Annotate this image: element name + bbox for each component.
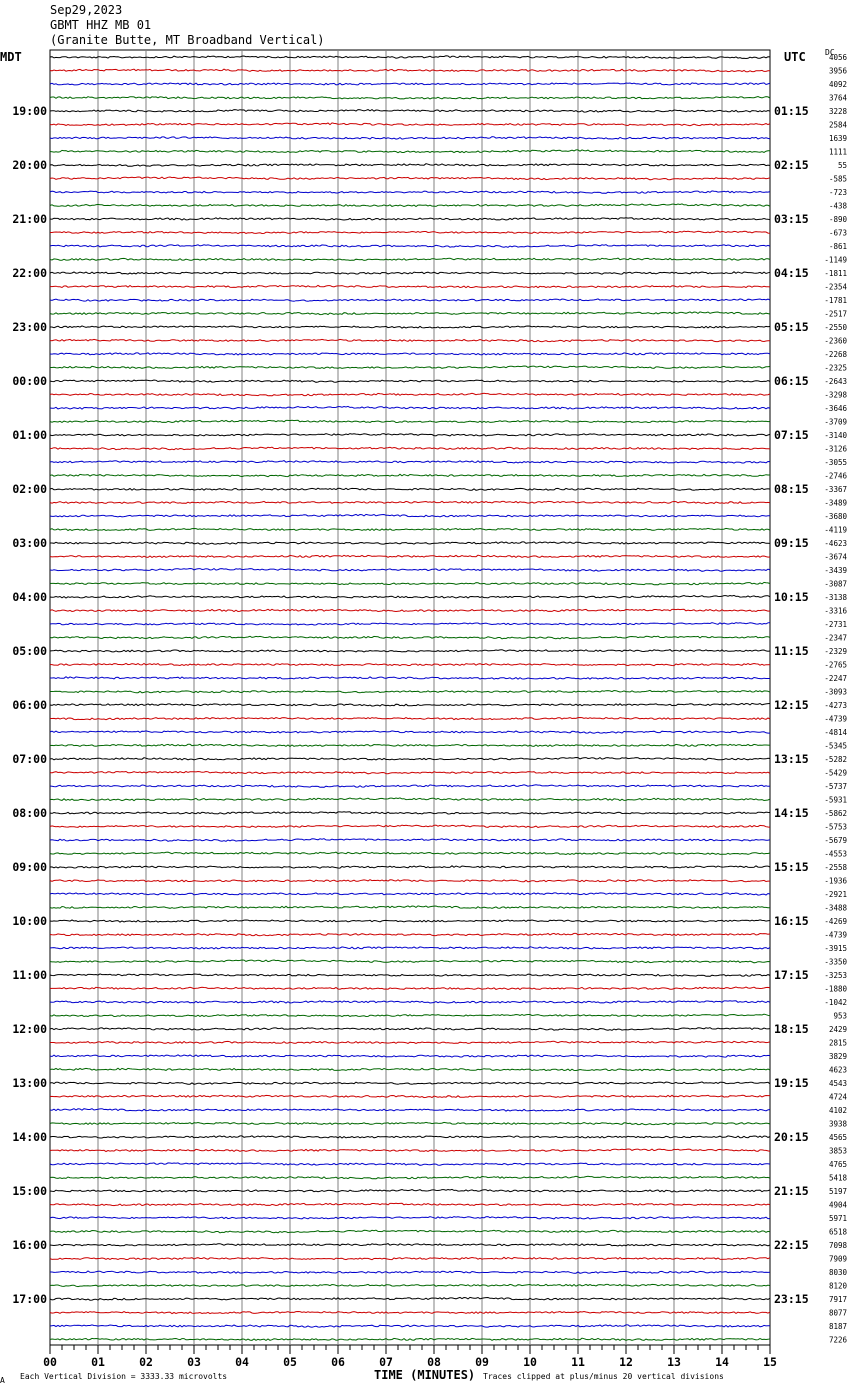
dc-offset-label: -5282: [824, 755, 847, 764]
trace-line: [50, 1095, 770, 1097]
dc-offset-label: 4724: [828, 1092, 847, 1102]
trace-line: [50, 852, 770, 854]
trace-line: [50, 393, 770, 396]
trace-line: [50, 474, 770, 476]
dc-offset-label: -3253: [824, 971, 847, 980]
trace-line: [50, 1109, 770, 1111]
dc-offset-label: -438: [828, 201, 847, 211]
dc-offset-label: 953: [833, 1011, 847, 1021]
dc-offset-label: 8187: [828, 1322, 847, 1331]
right-hour-label: 13:15: [774, 752, 809, 766]
left-hour-label: 16:00: [12, 1238, 47, 1252]
trace-line: [50, 97, 770, 99]
trace-line: [50, 434, 770, 436]
left-hour-label: 08:00: [12, 806, 47, 820]
dc-offset-label: -4273: [824, 701, 847, 710]
trace-line: [50, 893, 770, 895]
dc-offset-label: -890: [828, 215, 847, 224]
trace-line: [50, 1136, 770, 1138]
trace-line: [50, 1338, 770, 1340]
dc-offset-label: 4056: [828, 53, 847, 62]
x-tick-label: 07: [379, 1355, 393, 1369]
dc-offset-label: -3646: [824, 404, 847, 413]
dc-offset-label: -5862: [824, 809, 847, 818]
trace-line: [50, 312, 770, 315]
trace-line: [50, 164, 770, 167]
trace-line: [50, 501, 770, 503]
dc-offset-label: -3350: [824, 957, 847, 967]
dc-offset-label: 8030: [828, 1268, 847, 1277]
left-hour-label: 05:00: [12, 644, 47, 658]
trace-line: [50, 1082, 770, 1084]
dc-offset-label: -2347: [824, 633, 847, 643]
left-hour-label: 15:00: [12, 1184, 47, 1198]
left-hour-label: 03:00: [12, 536, 47, 550]
station-label: GBMT HHZ MB 01: [50, 18, 152, 32]
scale-note: Each Vertical Division = 3333.33 microvolts: [20, 1372, 228, 1381]
x-tick-label: 13: [667, 1355, 681, 1369]
trace-line: [50, 380, 770, 382]
trace-line: [50, 1312, 770, 1314]
trace-line: [50, 1014, 770, 1016]
right-hour-label: 06:15: [774, 374, 809, 388]
dc-offset-label: -2731: [824, 620, 847, 629]
dc-offset-label: -3915: [824, 944, 847, 953]
x-tick-label: 06: [331, 1355, 345, 1369]
trace-line: [50, 758, 770, 760]
dc-offset-label: 3764: [828, 93, 847, 103]
trace-line: [50, 150, 770, 153]
dc-offset-label: -3439: [824, 566, 847, 575]
right-hour-label: 16:15: [774, 914, 809, 928]
trace-line: [50, 299, 770, 301]
dc-offset-label: 4102: [828, 1106, 847, 1115]
trace-line: [50, 812, 770, 814]
right-hour-label: 10:15: [774, 590, 809, 604]
dc-offset-label: 8120: [828, 1281, 847, 1291]
dc-offset-label: -5429: [824, 768, 847, 778]
left-hour-label: 01:00: [12, 428, 47, 442]
trace-line: [50, 218, 770, 220]
dc-offset-label: -2517: [824, 309, 847, 319]
trace-line: [50, 137, 770, 140]
dc-offset-label: 6518: [828, 1227, 847, 1237]
x-tick-label: 00: [43, 1355, 57, 1369]
dc-offset-label: -585: [828, 174, 847, 184]
trace-line: [50, 744, 770, 746]
trace-line: [50, 1271, 770, 1273]
left-hour-label: 12:00: [12, 1022, 47, 1036]
right-hour-label: 07:15: [774, 428, 809, 442]
left-hour-label: 02:00: [12, 482, 47, 496]
right-hour-label: 23:15: [774, 1292, 809, 1306]
dc-offset-label: 7226: [828, 1335, 847, 1345]
trace-line: [50, 1001, 770, 1003]
trace-line: [50, 177, 770, 180]
left-hour-label: 07:00: [12, 752, 47, 766]
trace-line: [50, 1257, 770, 1259]
dc-offset-label: -673: [828, 228, 847, 238]
dc-offset-label: 2815: [828, 1038, 847, 1048]
dc-offset-label: -2921: [824, 890, 847, 899]
x-tick-label: 02: [139, 1355, 153, 1369]
dc-offset-label: 1639: [828, 134, 847, 143]
trace-line: [50, 1055, 770, 1057]
right-hour-label: 04:15: [774, 266, 809, 280]
trace-line: [50, 339, 770, 341]
trace-line: [50, 1244, 770, 1246]
dc-offset-label: -3093: [824, 687, 847, 697]
dc-offset-label: -3488: [824, 903, 847, 913]
right-hour-label: 20:15: [774, 1130, 809, 1144]
trace-line: [50, 880, 770, 882]
dc-offset-label: -2765: [824, 660, 847, 670]
clip-note: Traces clipped at plus/minus 20 vertical divisions: [483, 1372, 724, 1381]
left-hour-label: 14:00: [12, 1130, 47, 1144]
trace-line: [50, 1230, 770, 1233]
left-hour-label: 10:00: [12, 914, 47, 928]
trace-line: [50, 582, 770, 584]
dc-offset-label: 4092: [828, 80, 847, 89]
dc-offset-label: 3829: [828, 1052, 847, 1061]
trace-line: [50, 663, 770, 665]
dc-offset-label: -3709: [824, 417, 847, 427]
x-tick-label: 15: [763, 1355, 777, 1369]
left-hour-label: 19:00: [12, 104, 47, 118]
trace-line: [50, 798, 770, 801]
trace-line: [50, 650, 770, 652]
right-hour-label: 17:15: [774, 968, 809, 982]
dc-offset-label: -3489: [824, 498, 847, 508]
dc-offset-label: -2325: [824, 363, 847, 373]
trace-line: [50, 406, 770, 409]
dc-offset-label: 5418: [828, 1173, 847, 1183]
trace-line: [50, 933, 770, 935]
x-tick-label: 12: [619, 1355, 633, 1369]
trace-line: [50, 636, 770, 639]
trace-line: [50, 595, 770, 598]
left-hour-label: 06:00: [12, 698, 47, 712]
dc-offset-label: -5345: [824, 741, 847, 751]
x-tick-label: 14: [715, 1355, 729, 1369]
dc-offset-label: -3674: [824, 552, 847, 562]
trace-line: [50, 555, 770, 557]
trace-line: [50, 1325, 770, 1327]
dc-offset-label: -2558: [824, 863, 847, 872]
dc-offset-label: 5971: [828, 1214, 847, 1223]
trace-line: [50, 839, 770, 842]
x-tick-label: 01: [91, 1355, 105, 1369]
dc-offset-label: -1042: [824, 998, 847, 1007]
dc-offset-label: -2247: [824, 674, 847, 683]
trace-line: [50, 974, 770, 976]
dc-offset-label: -1149: [824, 255, 847, 265]
dc-offset-label: 4565: [828, 1133, 847, 1142]
dc-offset-label: -3316: [824, 606, 847, 616]
trace-line: [50, 204, 770, 207]
x-tick-label: 10: [523, 1355, 537, 1369]
trace-line: [50, 258, 770, 260]
dc-offset-label: -5679: [824, 836, 847, 845]
trace-line: [50, 1163, 770, 1165]
dc-offset-label: -723: [828, 188, 847, 197]
dc-offset-label: -2746: [824, 471, 847, 481]
trace-line: [50, 447, 770, 450]
dc-offset-label: -3680: [824, 512, 847, 521]
right-hour-label: 05:15: [774, 320, 809, 334]
trace-line: [50, 542, 770, 544]
trace-line: [50, 1176, 770, 1179]
trace-line: [50, 1297, 770, 1300]
x-tick-label: 05: [283, 1355, 297, 1369]
trace-line: [50, 1284, 770, 1286]
left-hour-label: 00:00: [12, 374, 47, 388]
trace-line: [50, 110, 770, 113]
dc-offset-label: -4269: [824, 917, 847, 926]
trace-line: [50, 718, 770, 720]
left-timezone-label: MDT: [0, 50, 22, 64]
trace-line: [50, 528, 770, 530]
right-hour-label: 12:15: [774, 698, 809, 712]
dc-offset-label: -2268: [824, 350, 847, 359]
left-hour-label: 04:00: [12, 590, 47, 604]
trace-line: [50, 326, 770, 328]
right-hour-label: 22:15: [774, 1238, 809, 1252]
right-hour-label: 15:15: [774, 860, 809, 874]
trace-line: [50, 785, 770, 788]
trace-line: [50, 1028, 770, 1031]
dc-label: DC: [825, 48, 835, 57]
dc-offset-label: 4623: [828, 1065, 847, 1075]
x-tick-label: 09: [475, 1355, 489, 1369]
dc-offset-label: -2360: [824, 336, 847, 346]
trace-line: [50, 987, 770, 990]
dc-offset-label: -3138: [824, 593, 847, 602]
dc-offset-label: -2354: [824, 282, 847, 292]
trace-line: [50, 920, 770, 922]
trace-line: [50, 1189, 770, 1192]
right-timezone-label: UTC: [784, 50, 806, 64]
dc-offset-label: -2643: [824, 377, 847, 386]
date-label: Sep29,2023: [50, 3, 123, 17]
trace-line: [50, 69, 770, 72]
trace-line: [50, 623, 770, 626]
dc-offset-label: 1111: [828, 147, 847, 157]
right-hour-label: 03:15: [774, 212, 809, 226]
dc-offset-label: -3140: [824, 431, 847, 440]
dc-offset-label: 2429: [828, 1025, 847, 1034]
right-hour-label: 02:15: [774, 158, 809, 172]
trace-line: [50, 191, 770, 193]
trace-line: [50, 1122, 770, 1124]
dc-offset-label: 3956: [828, 66, 847, 76]
dc-offset-label: -4814: [824, 728, 847, 737]
dc-offset-label: 4904: [828, 1200, 847, 1210]
dc-offset-label: -4119: [824, 525, 847, 535]
right-hour-label: 11:15: [774, 644, 809, 658]
dc-offset-label: -861: [828, 242, 847, 251]
trace-line: [50, 461, 770, 464]
left-hour-label: 17:00: [12, 1292, 47, 1306]
left-hour-label: 11:00: [12, 968, 47, 982]
left-hour-label: 09:00: [12, 860, 47, 874]
trace-line: [50, 906, 770, 908]
dc-offset-label: 7909: [828, 1254, 847, 1264]
dc-offset-label: -3055: [824, 458, 847, 467]
x-tick-label: 08: [427, 1355, 441, 1369]
trace-line: [50, 772, 770, 774]
dc-offset-label: -4553: [824, 849, 847, 859]
trace-line: [50, 609, 770, 611]
left-hour-label: 13:00: [12, 1076, 47, 1090]
right-hour-label: 14:15: [774, 806, 809, 820]
dc-offset-label: 4543: [828, 1079, 847, 1088]
trace-line: [50, 960, 770, 963]
dc-offset-label: -3126: [824, 444, 847, 454]
dc-offset-label: 5197: [828, 1187, 847, 1196]
trace-line: [50, 514, 770, 517]
station-description: (Granite Butte, MT Broadband Vertical): [50, 33, 325, 47]
dc-offset-label: 3938: [828, 1119, 847, 1129]
trace-line: [50, 56, 770, 59]
dc-offset-label: -5753: [824, 822, 847, 832]
left-hour-label: 21:00: [12, 212, 47, 226]
dc-offset-label: -4739: [824, 714, 847, 724]
dc-offset-label: -1936: [824, 876, 847, 886]
trace-line: [50, 731, 770, 733]
x-tick-label: 03: [187, 1355, 201, 1369]
x-axis-title: TIME (MINUTES): [374, 1368, 476, 1382]
dc-offset-label: -3367: [824, 485, 847, 494]
trace-line: [50, 1217, 770, 1219]
trace-line: [50, 703, 770, 706]
right-hour-label: 19:15: [774, 1076, 809, 1090]
dc-offset-label: 3853: [828, 1146, 847, 1156]
left-hour-label: 22:00: [12, 266, 47, 280]
dc-offset-label: 4765: [828, 1160, 847, 1169]
dc-offset-label: 55: [837, 161, 847, 170]
dc-offset-label: -4623: [824, 539, 847, 548]
dc-offset-label: -3298: [824, 390, 847, 400]
trace-line: [50, 1149, 770, 1152]
dc-offset-label: -2329: [824, 647, 847, 656]
trace-line: [50, 690, 770, 692]
x-tick-label: 11: [571, 1355, 585, 1369]
trace-line: [50, 1068, 770, 1070]
dc-offset-label: 7098: [828, 1241, 847, 1250]
trace-line: [50, 677, 770, 679]
trace-line: [50, 123, 770, 126]
dc-offset-label: -3087: [824, 579, 847, 589]
right-hour-label: 18:15: [774, 1022, 809, 1036]
trace-line: [50, 245, 770, 248]
trace-line: [50, 353, 770, 355]
trace-line: [50, 569, 770, 572]
dc-offset-label: -5737: [824, 782, 847, 791]
dc-offset-label: -2550: [824, 323, 847, 332]
trace-line: [50, 488, 770, 490]
right-hour-label: 08:15: [774, 482, 809, 496]
trace-line: [50, 420, 770, 422]
footer-mark: A: [0, 1376, 5, 1385]
dc-offset-label: -4739: [824, 930, 847, 940]
trace-line: [50, 825, 770, 827]
dc-offset-label: 2584: [828, 120, 847, 130]
trace-line: [50, 285, 770, 287]
left-hour-label: 23:00: [12, 320, 47, 334]
dc-offset-label: 8077: [828, 1308, 847, 1318]
dc-offset-label: 3228: [828, 107, 847, 116]
trace-line: [50, 83, 770, 85]
trace-line: [50, 1041, 770, 1043]
trace-line: [50, 866, 770, 868]
trace-line: [50, 272, 770, 274]
dc-offset-label: 7917: [828, 1295, 847, 1304]
right-hour-label: 09:15: [774, 536, 809, 550]
trace-line: [50, 231, 770, 234]
dc-offset-label: -1781: [824, 296, 847, 305]
dc-offset-label: -1880: [824, 984, 847, 994]
x-tick-label: 04: [235, 1355, 249, 1369]
right-hour-label: 21:15: [774, 1184, 809, 1198]
trace-line: [50, 366, 770, 368]
trace-line: [50, 947, 770, 949]
left-hour-label: 20:00: [12, 158, 47, 172]
right-hour-label: 01:15: [774, 104, 809, 118]
trace-line: [50, 1203, 770, 1205]
dc-offset-label: -5931: [824, 795, 847, 805]
dc-offset-label: -1811: [824, 269, 847, 278]
